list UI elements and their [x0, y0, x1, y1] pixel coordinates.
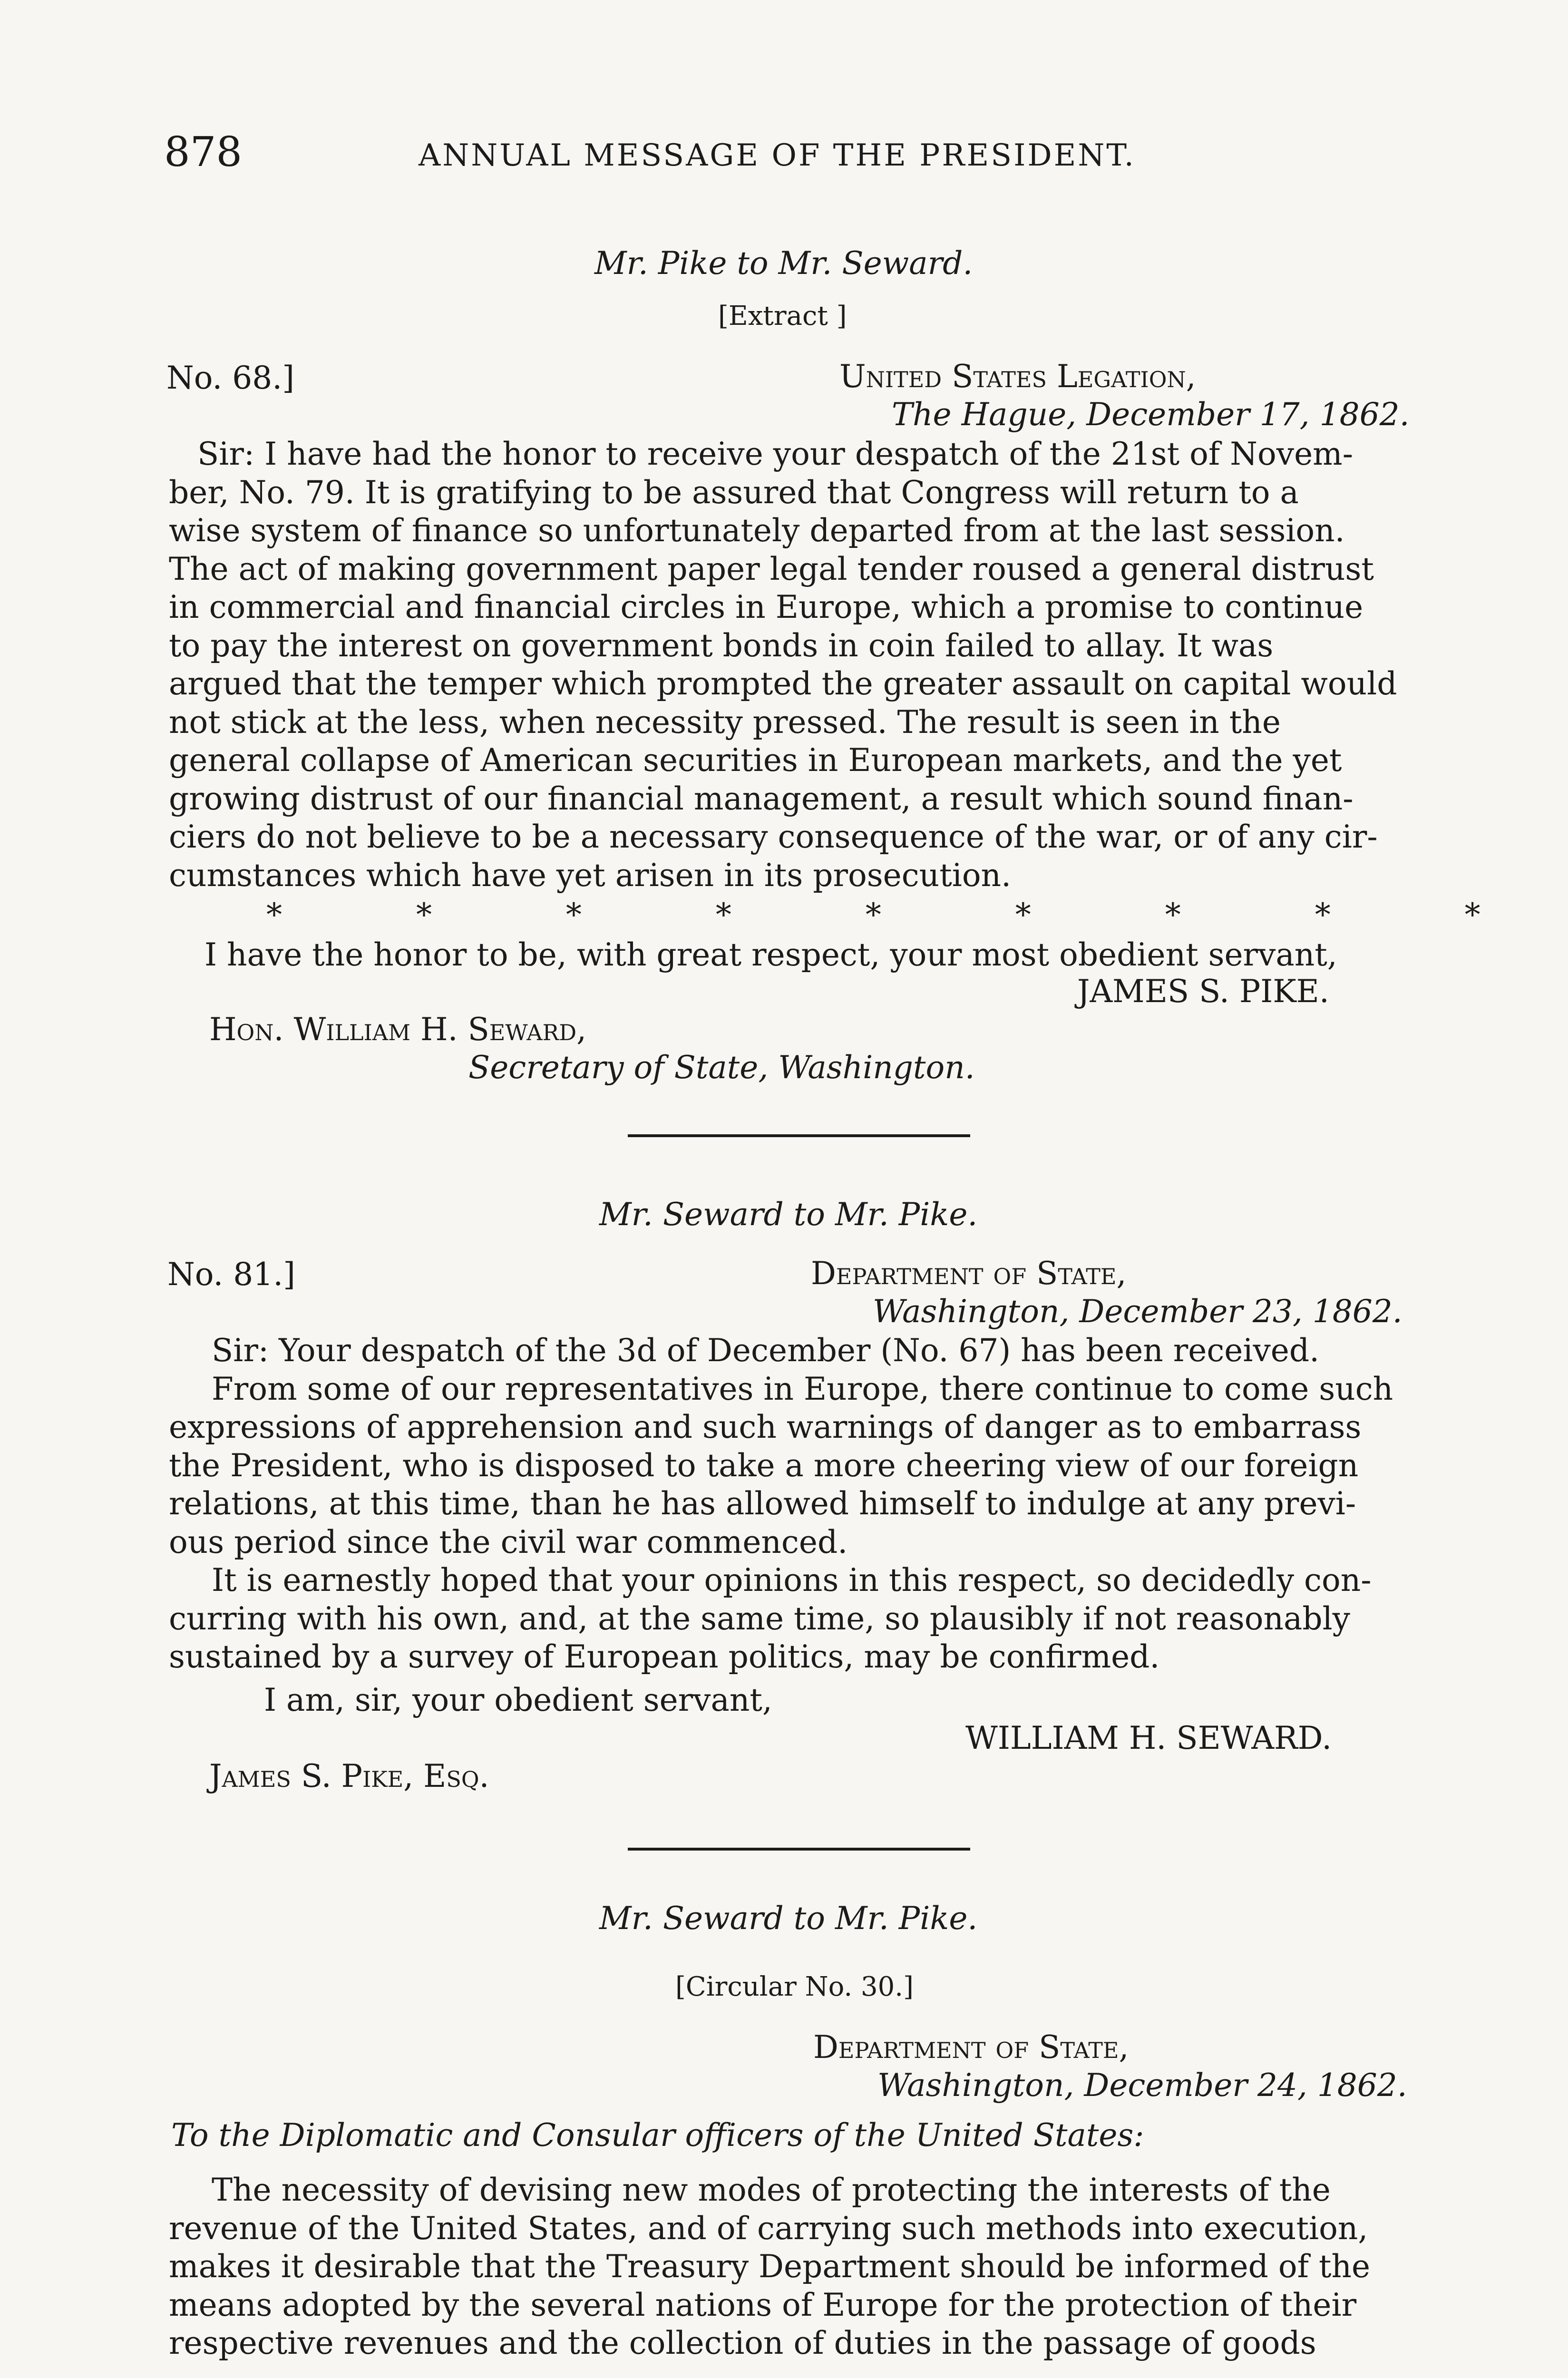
letter2-addressee: James S. Pike, Esq. — [209, 1758, 489, 1794]
letter3-date: Washington, December 24, 1862. — [877, 2067, 1407, 2104]
letter1-line-6: argued that the temper which prompted the greater assault on capital would — [169, 665, 1397, 702]
letter2-line-1: From some of our representatives in Europe, there continue to come such — [212, 1370, 1393, 1407]
letter2-line-6: It is earnestly hoped that your opinions in this respect, so decidedly con- — [212, 1562, 1372, 1598]
letter3-heading: Mr. Seward to Mr. Pike. — [599, 1900, 978, 1937]
letter2-line-7: curring with his own, and, at the same time, so plausibly if not reasonably — [169, 1600, 1350, 1637]
letter2-line-8: sustained by a survey of European politics, may be confirmed. — [169, 1638, 1160, 1675]
letter1-addressee-title: Secretary of State, Washington. — [468, 1049, 975, 1086]
section-divider — [628, 1848, 970, 1851]
letter1-line-5: to pay the interest on government bonds in coin failed to allay. It was — [169, 627, 1274, 664]
letter1-place: United States Legation, — [839, 358, 1196, 395]
letter3-line-2: makes it desirable that the Treasury Department should be informed of the — [169, 2248, 1371, 2285]
letter2-line-0: Sir: Your despatch of the 3d of December (No. 67) has been received. — [212, 1332, 1320, 1369]
letter1-line-9: growing distrust of our financial management, a result which sound finan- — [169, 780, 1354, 817]
letter1-date: The Hague, December 17, 1862. — [892, 396, 1410, 433]
section-divider — [628, 1134, 970, 1137]
letter1-body — [169, 435, 1424, 895]
letter1-line-3: The act of making government paper legal tender roused a general distrust — [169, 550, 1374, 587]
letter1-line-7: not stick at the less, when necessity pressed. The result is seen in the — [169, 703, 1281, 741]
letter1-line-0: Sir: I have had the honor to receive your despatch of the 21st of Novem- — [197, 436, 1354, 472]
letter3-salutation: To the Diplomatic and Consular officers of the United States: — [171, 2117, 1144, 2154]
letter2-body — [169, 1332, 1424, 1676]
letter2-closing: I am, sir, your obedient servant, — [264, 1682, 772, 1718]
letter1-line-10: ciers do not believe to be a necessary consequence of the war, or of any cir- — [169, 819, 1378, 855]
letter1-line-1: ber, No. 79. It is gratifying to be assured that Congress will return to a — [169, 474, 1299, 511]
letter3-body — [169, 2171, 1424, 2363]
letter1-subheading: [Extract ] — [718, 301, 847, 331]
ellipsis-stars: * * * * * * * * * — [266, 897, 1480, 933]
letter2-line-2: expressions of apprehension and such warnings of danger as to embarrass — [169, 1409, 1362, 1445]
letter2-line-5: ous period since the civil war commenced. — [169, 1523, 848, 1560]
letter2-line-3: the President, who is disposed to take a more cheering view of our foreign — [169, 1447, 1359, 1484]
letter3-subheading: [Circular No. 30.] — [675, 1971, 914, 2002]
letter1-line-8: general collapse of American securities in European markets, and the yet — [169, 742, 1342, 779]
letter3-line-0: The necessity of devising new modes of protecting the interests of the — [212, 2172, 1331, 2208]
page-number: 878 — [164, 128, 243, 176]
letter1-heading: Mr. Pike to Mr. Seward. — [594, 245, 973, 282]
letter2-number: No. 81.] — [167, 1256, 295, 1293]
letter2-line-4: relations, at this time, than he has allowed himself to indulge at any previ- — [169, 1485, 1356, 1522]
letter1-number: No. 68.] — [166, 360, 294, 396]
letter2-signature: WILLIAM H. SEWARD. — [965, 1720, 1332, 1756]
letter1-line-2: wise system of finance so unfortunately departed from at the last session. — [169, 512, 1345, 549]
letter2-heading: Mr. Seward to Mr. Pike. — [599, 1196, 978, 1233]
letter1-addressee-name: Hon. William H. Seward, — [209, 1011, 587, 1048]
letter3-line-1: revenue of the United States, and of carrying such methods into execution, — [169, 2210, 1368, 2247]
letter1-closing: I have the honor to be, with great respect, your most obedient servant, — [205, 936, 1337, 973]
letter2-date: Washington, December 23, 1862. — [873, 1293, 1402, 1330]
running-title: ANNUAL MESSAGE OF THE PRESIDENT. — [419, 138, 1136, 173]
letter1-line-11: cumstances which have yet arisen in its prosecution. — [169, 857, 1012, 894]
letter3-line-3: means adopted by the several nations of Europe for the protection of their — [169, 2286, 1357, 2323]
letter1-line-4: in commercial and financial circles in Europe, which a promise to continue — [169, 589, 1363, 625]
letter3-place: Department of State, — [813, 2029, 1129, 2066]
letter2-place: Department of State, — [811, 1255, 1127, 1292]
letter1-signature: JAMES S. PIKE. — [1077, 973, 1329, 1010]
letter3-line-4: respective revenues and the collection of duties in the passage of goods — [169, 2325, 1316, 2361]
